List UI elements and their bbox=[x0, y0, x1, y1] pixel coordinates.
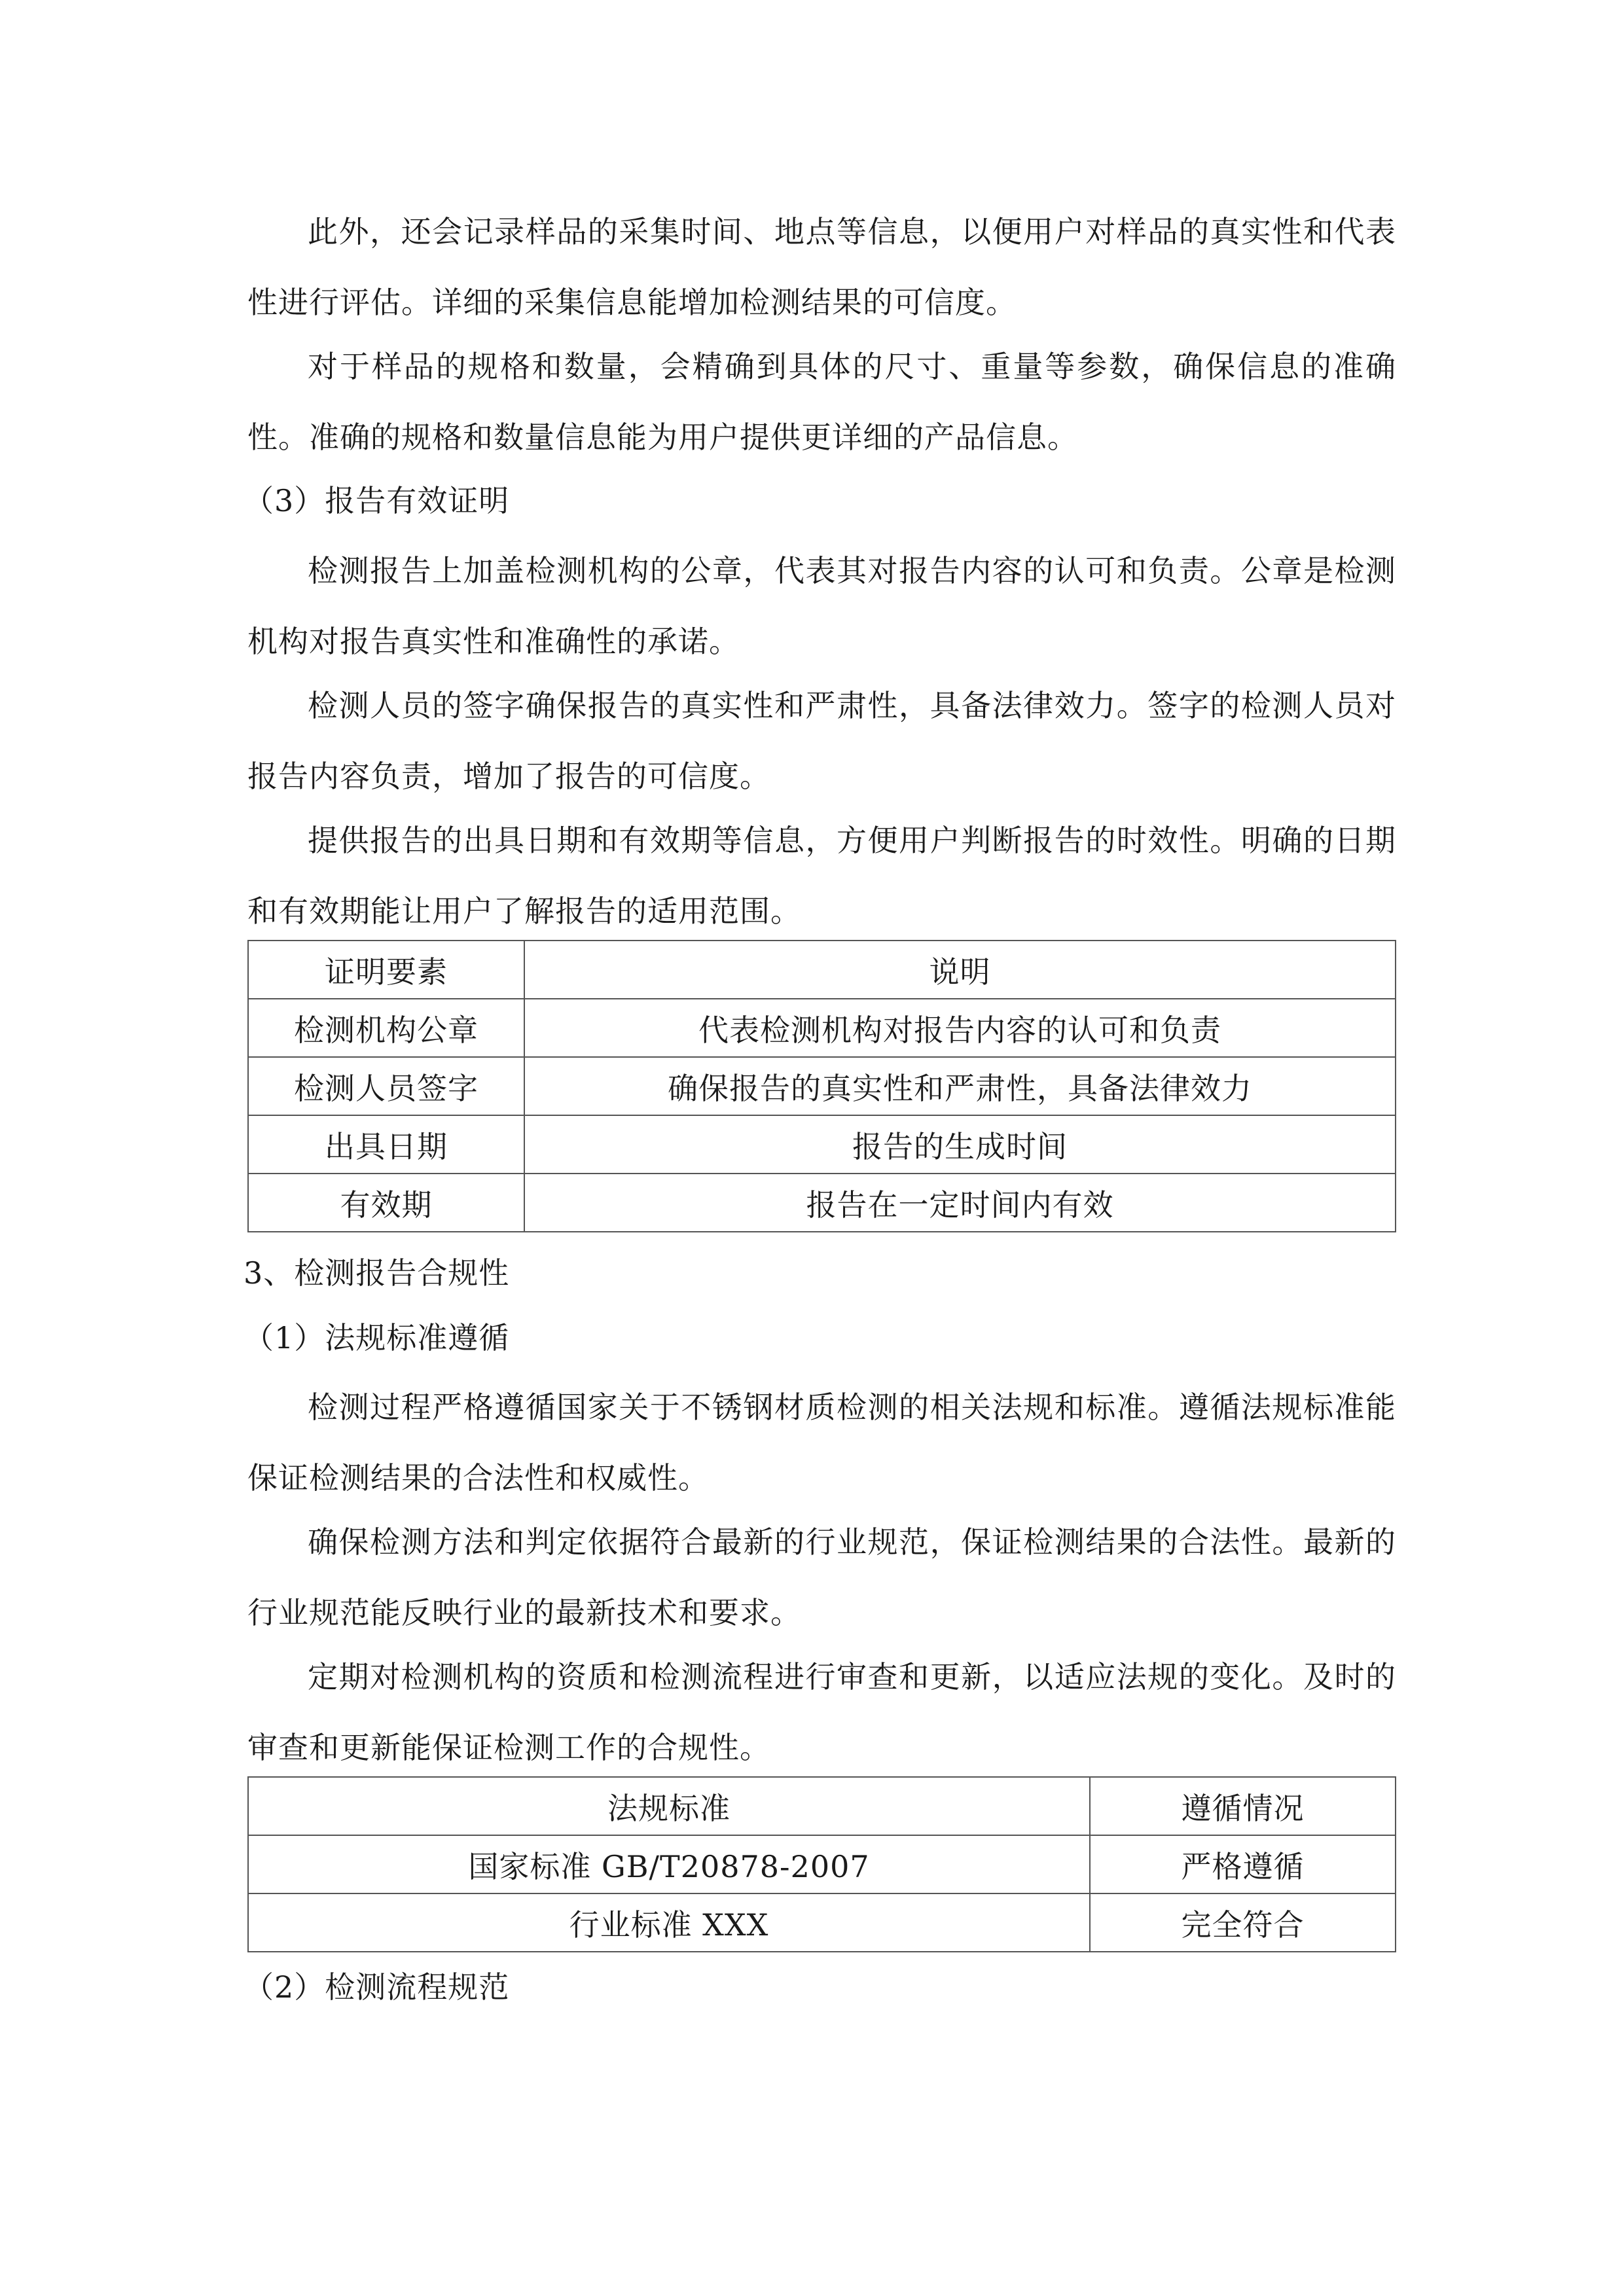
table-header-cell: 证明要素 bbox=[248, 941, 524, 999]
table-cell: 严格遵循 bbox=[1090, 1835, 1396, 1893]
table-cell: 有效期 bbox=[248, 1174, 524, 1232]
table-cell: 行业标准 XXX bbox=[248, 1893, 1090, 1952]
table-row bbox=[248, 1057, 1396, 1115]
table-validity-elements bbox=[247, 940, 1396, 1232]
table-cell: 报告在一定时间内有效 bbox=[524, 1174, 1396, 1232]
table-cell: 检测机构公章 bbox=[248, 999, 524, 1057]
table-header-cell: 说明 bbox=[524, 941, 1396, 999]
table-row bbox=[248, 1174, 1396, 1232]
paragraph-latest-industry-specs: 确保检测方法和判定依据符合最新的行业规范，保证检测结果的合法性。最新的行业规范能反映行业的最新技术和要求。 bbox=[247, 1524, 1396, 1630]
paragraph-sample-spec-quantity: 对于样品的规格和数量，会精确到具体的尺寸、重量等参数，确保信息的准确性。准确的规格和数量信息能为用户提供更详细的产品信息。 bbox=[247, 349, 1396, 455]
heading-regulations-standards: （1）法规标准遵循 bbox=[244, 1320, 510, 1355]
heading-report-compliance: 3、检测报告合规性 bbox=[244, 1255, 510, 1291]
paragraph-official-seal: 检测报告上加盖检测机构的公章，代表其对报告内容的认可和负责。公章是检测机构对报告真实性和准确性的承诺。 bbox=[247, 553, 1396, 659]
table-row bbox=[248, 999, 1396, 1057]
table-row bbox=[248, 1115, 1396, 1174]
table-header-row bbox=[248, 1777, 1396, 1835]
paragraph-issue-date-validity: 提供报告的出具日期和有效期等信息，方便用户判断报告的时效性。明确的日期和有效期能让用户了解报告的适用范围。 bbox=[247, 823, 1396, 929]
table-cell: 代表检测机构对报告内容的认可和负责 bbox=[524, 999, 1396, 1057]
table-cell: 出具日期 bbox=[248, 1115, 524, 1174]
table-cell: 检测人员签字 bbox=[248, 1057, 524, 1115]
table-header-cell: 法规标准 bbox=[248, 1777, 1090, 1835]
heading-report-validity: （3）报告有效证明 bbox=[244, 483, 510, 518]
table-cell: 报告的生成时间 bbox=[524, 1115, 1396, 1174]
table-regulation-compliance bbox=[247, 1776, 1396, 1952]
paragraph-inspector-signature: 检测人员的签字确保报告的真实性和严肃性，具备法律效力。签字的检测人员对报告内容负责，增加了报告的可信度。 bbox=[247, 688, 1396, 794]
table-header-row bbox=[248, 941, 1396, 999]
paragraph-follow-regulations: 检测过程严格遵循国家关于不锈钢材质检测的相关法规和标准。遵循法规标准能保证检测结果的合法性和权威性。 bbox=[247, 1390, 1396, 1496]
table-row bbox=[248, 1835, 1396, 1893]
table-row bbox=[248, 1893, 1396, 1952]
table-header-cell: 遵循情况 bbox=[1090, 1777, 1396, 1835]
paragraph-periodic-review: 定期对检测机构的资质和检测流程进行审查和更新，以适应法规的变化。及时的审查和更新能保证检测工作的合规性。 bbox=[247, 1659, 1396, 1765]
table-cell: 完全符合 bbox=[1090, 1893, 1396, 1952]
heading-process-specification: （2）检测流程规范 bbox=[244, 1969, 510, 2005]
table-cell: 确保报告的真实性和严肃性，具备法律效力 bbox=[524, 1057, 1396, 1115]
paragraph-sample-collection-info: 此外，还会记录样品的采集时间、地点等信息，以便用户对样品的真实性和代表性进行评估。详细的采集信息能增加检测结果的可信度。 bbox=[247, 214, 1396, 320]
table-cell: 国家标准 GB/T20878-2007 bbox=[248, 1835, 1090, 1893]
